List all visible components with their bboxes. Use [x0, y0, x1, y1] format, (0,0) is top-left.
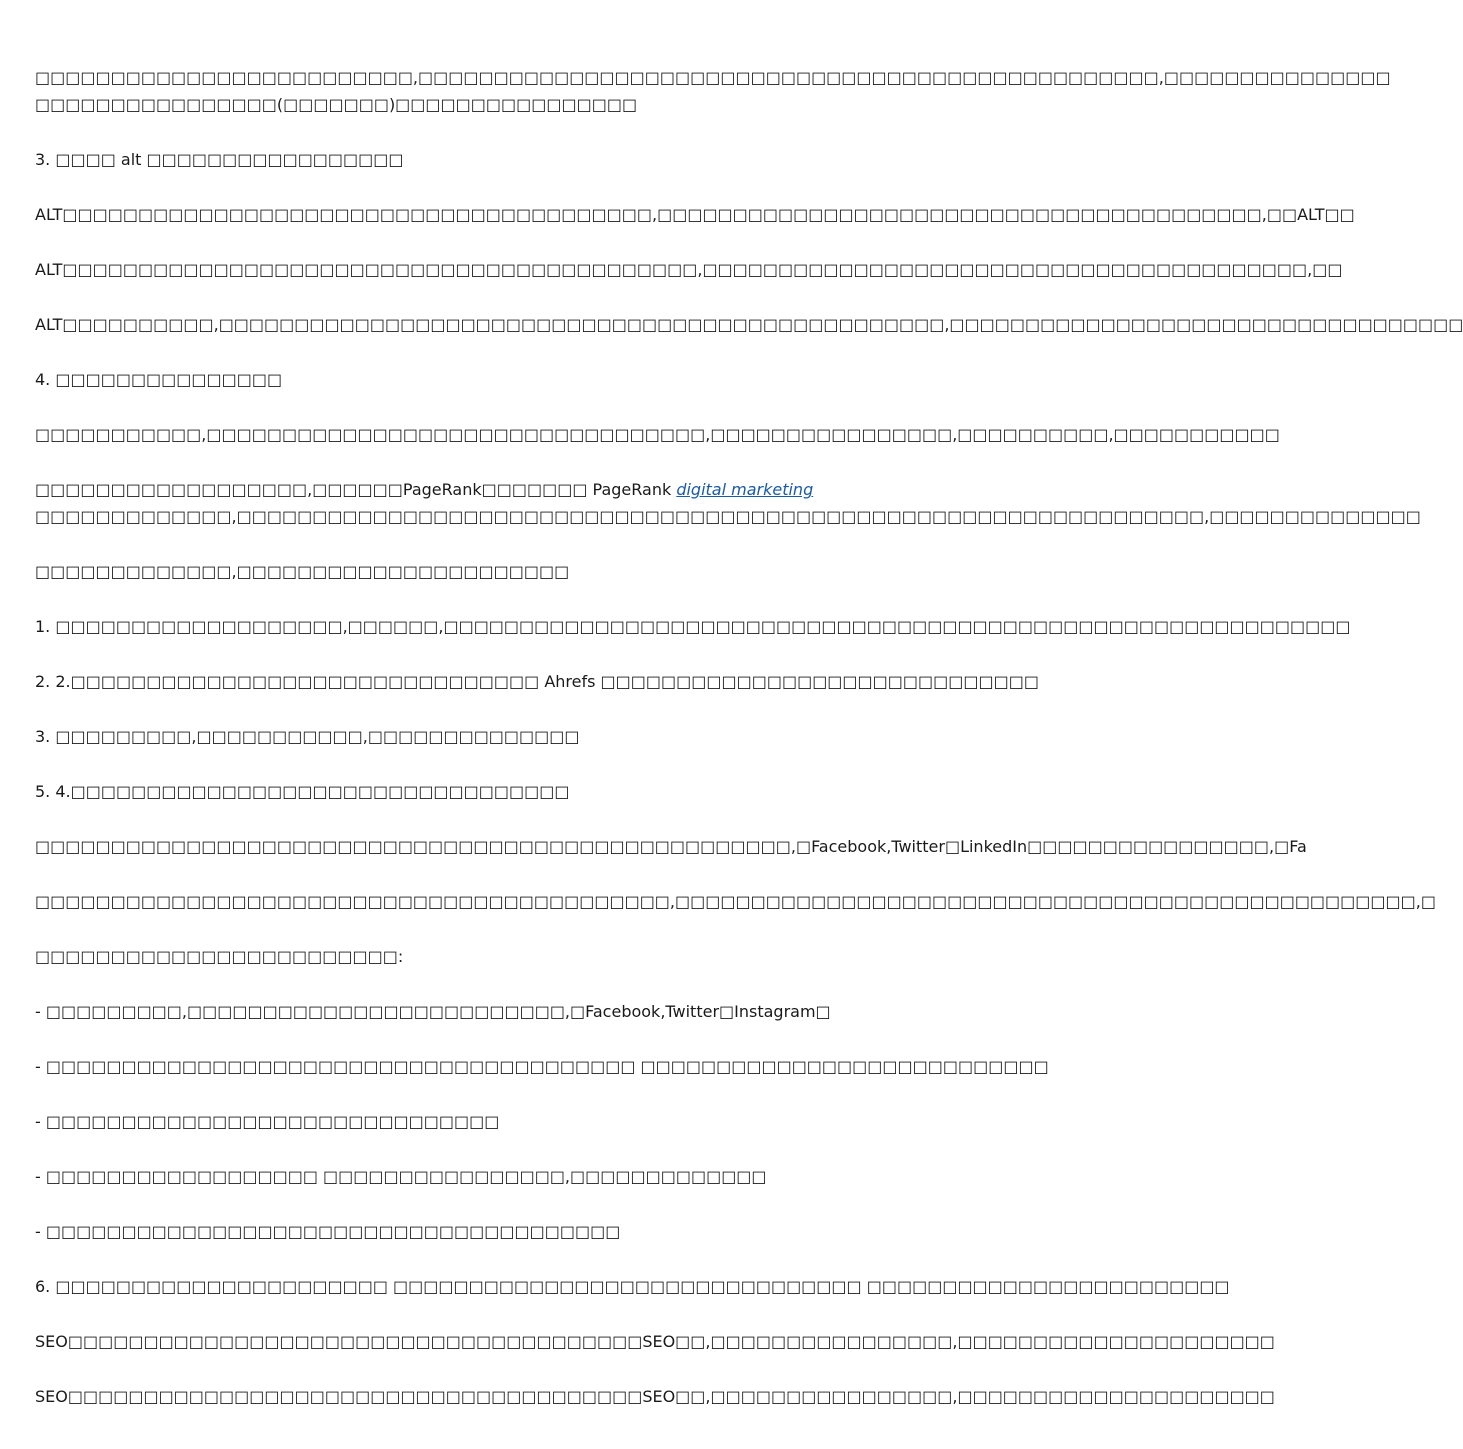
paragraph-gap [35, 283, 990, 311]
paragraph [35, 1383, 1275, 1410]
text-line: SEO□□□□□□□□□□□□□□□□□□□□□□□□□□□□□□□□□□□□□□SEO□□,□□□□□□□□□□□□□□□□,□□□□□□□□□□□□□□□□□□□□□ [35, 1332, 1275, 1351]
paragraph-gap [35, 1135, 990, 1163]
paragraph [35, 943, 990, 970]
paragraph-gap [35, 860, 990, 888]
text-line: □□□□□□□□□□□□□,□□□□□□□□□□□□□□□□□□□□□□ [35, 562, 570, 581]
text-line: 2. 2.□□□□□□□□□□□□□□□□□□□□□□□□□□□□□□□ Ahrefs □□□□□□□□□□□□□□□□□□□□□□□□□□□□□ [35, 672, 1039, 691]
paragraph [35, 146, 990, 173]
text-line: □□□□□□□□□□□□□□□□□□□□□□□□□□□□□□□□□□□□□□□□□□,□□□□□□□□□□□□□□□□□□□□□□□□□□□□□□□□□□□□□□□□□□□□□□□□□,□ [35, 892, 1436, 911]
digital-marketing-link[interactable]: digital marketing [676, 480, 814, 499]
paragraph [35, 1273, 1230, 1300]
paragraph-gap [35, 970, 990, 998]
paragraph [35, 366, 990, 393]
paragraph-gap [35, 338, 990, 366]
paragraph [35, 833, 1307, 860]
paragraph-gap [35, 750, 990, 778]
paragraph-gap [35, 448, 990, 476]
paragraph-gap [35, 915, 990, 943]
paragraph [35, 778, 990, 805]
paragraph [35, 201, 1355, 228]
text-line: □□□□□□□□□□□□□□□□□□□□□□□□□,□□□□□□□□□□□□□□□□□□□□□□□□□□□□□□□□□□□□□□□□□□□□□□□□□,□□□□□□□□□□□□□□□ [35, 68, 1391, 87]
paragraph-gap [35, 118, 990, 146]
paragraph [35, 888, 1436, 915]
paragraph-gap [35, 1245, 990, 1273]
text-line: ALT□□□□□□□□□□,□□□□□□□□□□□□□□□□□□□□□□□□□□□□□□□□□□□□□□□□□□□□□□□□,□□□□□□□□□□□□□□□□□□□□□□□□□□□□□□□□□□ [35, 315, 1463, 334]
paragraph [35, 558, 990, 585]
text-line: □□□□□□□□□□□□□□□□(□□□□□□□)□□□□□□□□□□□□□□□□ [35, 95, 638, 114]
text-line: □□□□□□□□□□□□□,□□□□□□□□□□□□□□□□□□□□□□□□□□□□□□□□□□□□□□□□□□□□□□□□□□□□□□□□□□□□□□□□,□□□□□□□□□□□□□□ [35, 507, 1421, 526]
text-line: - □□□□□□□□□□□□□□□□□□ □□□□□□□□□□□□□□□□,□□□□□□□□□□□□□ [35, 1167, 767, 1186]
text-line: SEO□□□□□□□□□□□□□□□□□□□□□□□□□□□□□□□□□□□□□□SEO□□,□□□□□□□□□□□□□□□□,□□□□□□□□□□□□□□□□□□□□□ [35, 1387, 1275, 1406]
paragraph [35, 1108, 990, 1135]
paragraph-gap [35, 805, 990, 833]
paragraph-gap [35, 1300, 990, 1328]
paragraph [35, 998, 990, 1025]
text-line: 3. □□□□□□□□□,□□□□□□□□□□□,□□□□□□□□□□□□□□ [35, 727, 580, 746]
paragraph [35, 1053, 1049, 1080]
paragraph [35, 613, 1351, 640]
paragraph [35, 723, 990, 750]
paragraph [35, 668, 1039, 695]
paragraph [35, 1218, 990, 1245]
text-line: - □□□□□□□□□□□□□□□□□□□□□□□□□□□□□□□□□□□□□□ [35, 1222, 621, 1241]
text-line: 5. 4.□□□□□□□□□□□□□□□□□□□□□□□□□□□□□□□□□ [35, 782, 570, 801]
paragraph [35, 311, 1463, 338]
paragraph-gap [35, 173, 990, 201]
text-line: 3. □□□□ alt □□□□□□□□□□□□□□□□□ [35, 150, 404, 169]
text-line: 4. □□□□□□□□□□□□□□□ [35, 370, 283, 389]
paragraph-gap [35, 1355, 990, 1383]
text-line: □□□□□□□□□□□□□□□□□□□□□□□□: [35, 947, 404, 966]
paragraph-gap [35, 1190, 990, 1218]
text-line: ALT□□□□□□□□□□□□□□□□□□□□□□□□□□□□□□□□□□□□□□□,□□□□□□□□□□□□□□□□□□□□□□□□□□□□□□□□□□□□□□□□,□□ALT□□ [35, 205, 1355, 224]
text-line: 6. □□□□□□□□□□□□□□□□□□□□□□ □□□□□□□□□□□□□□□□□□□□□□□□□□□□□□□ □□□□□□□□□□□□□□□□□□□□□□□□ [35, 1277, 1230, 1296]
paragraph-gap [35, 1080, 990, 1108]
text-line: ALT□□□□□□□□□□□□□□□□□□□□□□□□□□□□□□□□□□□□□□□□□□,□□□□□□□□□□□□□□□□□□□□□□□□□□□□□□□□□□□□□□□□,□□ [35, 260, 1343, 279]
paragraph-gap [35, 1025, 990, 1053]
document-body [35, 64, 1463, 1410]
text-line: □□□□□□□□□□□,□□□□□□□□□□□□□□□□□□□□□□□□□□□□□□□□□,□□□□□□□□□□□□□□□□,□□□□□□□□□□,□□□□□□□□□□□ [35, 425, 1280, 444]
paragraph-gap [35, 695, 990, 723]
paragraph [35, 476, 1421, 530]
paragraph [35, 1328, 1275, 1355]
paragraph-gap [35, 393, 990, 421]
paragraph-gap [35, 530, 990, 558]
text-line: 1. □□□□□□□□□□□□□□□□□□□,□□□□□□,□□□□□□□□□□□□□□□□□□□□□□□□□□□□□□□□□□□□□□□□□□□□□□□□□□□□□□□□□□□□ [35, 617, 1351, 636]
paragraph [35, 64, 1391, 118]
text-line: - □□□□□□□□□,□□□□□□□□□□□□□□□□□□□□□□□□□,□Facebook,Twitter□Instagram□ [35, 1002, 831, 1021]
link-line-text: □□□□□□□□□□□□□□□□□□,□□□□□□PageRank□□□□□□□ PageRank [35, 480, 677, 499]
paragraph-gap [35, 228, 990, 256]
text-line: - □□□□□□□□□□□□□□□□□□□□□□□□□□□□□□ [35, 1112, 500, 1131]
pagerank-link-line [35, 476, 990, 503]
paragraph-gap [35, 585, 990, 613]
text-line: - □□□□□□□□□□□□□□□□□□□□□□□□□□□□□□□□□□□□□□□ □□□□□□□□□□□□□□□□□□□□□□□□□□□ [35, 1057, 1049, 1076]
paragraph-gap [35, 640, 990, 668]
paragraph [35, 256, 1343, 283]
paragraph [35, 1163, 990, 1190]
text-line: □□□□□□□□□□□□□□□□□□□□□□□□□□□□□□□□□□□□□□□□□□□□□□□□□□,□Facebook,Twitter□LinkedIn□□□□□□□□□□□□□□□□,□Fa [35, 837, 1307, 856]
paragraph [35, 421, 1280, 448]
